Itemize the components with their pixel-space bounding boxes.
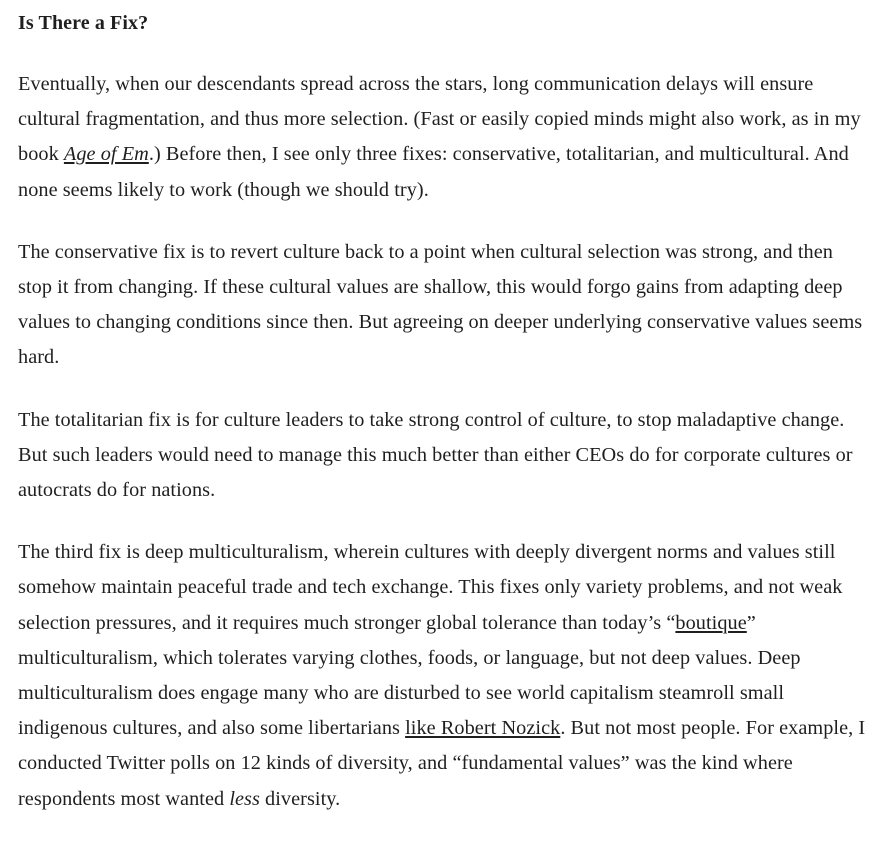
paragraph-conservative-fix: The conservative fix is to revert culture back to a point when cultural selection was strong, and then stop it from changing. If these cultural values are shallow, this would forgo gains from adapting deep values to changing conditions since then. But agreeing on deeper underlying conservative values seems hard. bbox=[18, 240, 863, 369]
section-heading: Is There a Fix? bbox=[18, 12, 149, 34]
paragraph-text: ” multiculturalism, which tolerates varying clothes, foods, or language, but not deep values. Deep multiculturalism does engage many who are disturbed to see world capitalism steamroll small indigenous cultures, and also some libertarians bbox=[18, 611, 801, 740]
age-of-em-link[interactable] bbox=[64, 143, 149, 165]
paragraph-multicultural-fix bbox=[18, 535, 868, 817]
paragraph-text: .) Before then, I see only three fixes: conservative, totalitarian, and multicultural. And none seems likely to work (though we should try). bbox=[18, 143, 849, 201]
paragraph-text: diversity. bbox=[259, 787, 341, 810]
paragraph-totalitarian-fix: The totalitarian fix is for culture leaders to take strong control of culture, to stop maladaptive change. But such leaders would need to manage this much better than either CEOs do for corporate cultures or autocrats do for nations. bbox=[18, 408, 853, 502]
emphasis-text: less bbox=[229, 787, 260, 810]
paragraph-text: . But not most people. For example, I conducted Twitter polls on 12 kinds of diversity, and “fundamental values” was the kind where respondents most wanted bbox=[18, 717, 866, 810]
paragraph-text: Eventually, when our descendants spread across the stars, long communication delays will ensure cultural fragmentation, and thus more selection. (Fast or easily copied minds might also work, as in my book bbox=[18, 73, 861, 166]
boutique-link[interactable]: boutique bbox=[675, 611, 747, 634]
book-title: Age of Em bbox=[63, 143, 149, 166]
paragraph-intro bbox=[18, 67, 868, 208]
robert-nozick-link[interactable]: like Robert Nozick bbox=[405, 717, 561, 740]
paragraph-text: The third fix is deep multiculturalism, wherein cultures with deeply divergent norms and values still somehow maintain peaceful trade and tech exchange. This fixes only variety problems, and not weak selection pressures, and it requires much stronger global tolerance than today’s “ bbox=[18, 541, 843, 634]
